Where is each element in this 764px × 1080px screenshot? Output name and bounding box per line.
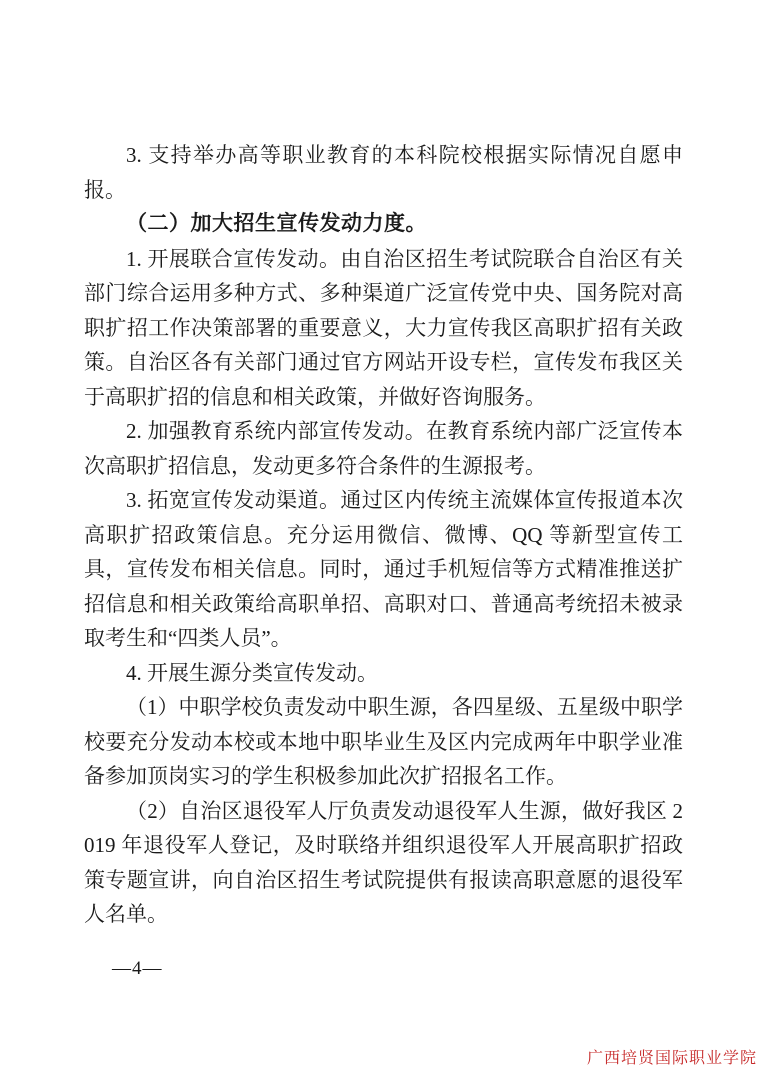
college-watermark: 广西培贤国际职业学院	[586, 1050, 757, 1067]
page-number: —4—	[112, 958, 163, 979]
document-body	[84, 138, 683, 932]
paragraph: （2）自治区退役军人厅负责发动退役军人生源，做好我区 2019 年退役军人登记，及时联络并组织退役军人开展高职扩招政策专题宣讲，向自治区招生考试院提供有报读高职意愿的退役军人名单。	[84, 798, 683, 926]
paragraph: 2. 加强教育系统内部宣传发动。在教育系统内部广泛宣传本次高职扩招信息，发动更多符合条件的生源报考。	[84, 419, 683, 478]
paragraph: 3. 拓宽宣传发动渠道。通过区内传统主流媒体宣传报道本次高职扩招政策信息。充分运用微信、微博、QQ 等新型宣传工具，宣传发布相关信息。同时，通过手机短信等方式精准推送扩招信息和相关政策给高职单招、高职对口、普通高考统招未被录取考生和“四类人员”。	[84, 488, 683, 650]
paragraph: 4. 开展生源分类宣传发动。	[126, 660, 378, 685]
paragraph: 3. 支持举办高等职业教育的本科院校根据实际情况自愿申报。	[84, 143, 683, 202]
paragraph: （二）加大招生宣传发动力度。	[126, 212, 427, 235]
paragraph: （1）中职学校负责发动中职生源，各四星级、五星级中职学校要充分发动本校或本地中职毕业生及区内完成两年中职学业准备参加顶岗实习的学生积极参加此次扩招报名工作。	[84, 695, 683, 788]
paragraph: 1. 开展联合宣传发动。由自治区招生考试院联合自治区有关部门综合运用多种方式、多种渠道广泛宣传党中央、国务院对高职扩招工作决策部署的重要意义，大力宣传我区高职扩招有关政策。自治区各有关部门通过官方网站开设专栏，宣传发布我区关于高职扩招的信息和相关政策，并做好咨询服务。	[84, 246, 683, 409]
